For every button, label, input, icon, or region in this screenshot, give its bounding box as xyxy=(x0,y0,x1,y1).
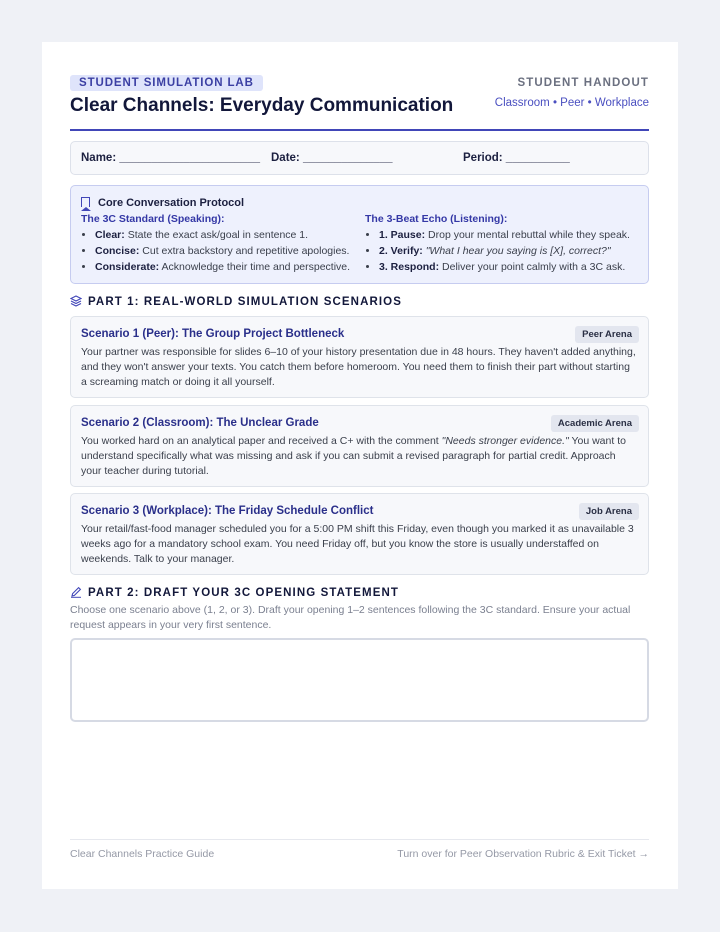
protocol-box xyxy=(70,185,649,284)
arena-badge: Academic Arena xyxy=(551,415,639,432)
scenario-body: You worked hard on an analytical paper and received a C+ with the comment "Needs stronger evidence." You want to understand specifically what was missing and ask if you can submit a revised paragraph for partial credit. Approach your teacher during tutorial. xyxy=(81,435,626,477)
scenario-card-3 xyxy=(70,493,649,575)
protocol-title: Core Conversation Protocol xyxy=(98,197,245,209)
arena-badge: Job Arena xyxy=(579,503,639,520)
listening-column xyxy=(365,213,630,275)
draft-statement-input[interactable] xyxy=(70,638,649,722)
lab-tag: STUDENT SIMULATION LAB xyxy=(70,75,263,91)
list-item: • 2. Verify: "What I hear you saying is [X], correct?" xyxy=(379,243,630,259)
handout-page xyxy=(42,42,678,889)
header-divider xyxy=(70,129,649,131)
part2-instructions: Choose one scenario above (1, 2, or 3). Draft your opening 1–2 sentences following the 3C standard. Ensure your actual request appears in your very first sentence. xyxy=(70,604,631,631)
footer-turn-over-note: Turn over for Peer Observation Rubric & Exit Ticket → xyxy=(397,848,649,860)
scenario-body: Your partner was responsible for slides 6–10 of your history presentation due in 48 hours. They haven't added anything, and they won't answer your texts. You catch them before homeroom. You need them to finish their part without starting a screaming match or doing it all yourself. xyxy=(81,346,636,388)
speaking-title: The 3C Standard (Speaking): xyxy=(81,213,225,225)
list-item: • 3. Respond: Deliver your point calmly with a 3C ask. xyxy=(379,259,630,275)
scenario-title: Scenario 2 (Classroom): The Unclear Grade xyxy=(81,417,319,429)
period-field[interactable]: Period: __________ xyxy=(463,152,570,164)
protocol-heading xyxy=(81,196,244,209)
student-info-fields xyxy=(70,141,649,175)
contexts-label: Classroom • Peer • Workplace xyxy=(494,97,649,109)
scenario-card-2 xyxy=(70,405,649,487)
list-item: • Concise: Cut extra backstory and repetitive apologies. xyxy=(95,243,350,259)
scenario-title: Scenario 3 (Workplace): The Friday Schedule Conflict xyxy=(81,505,374,517)
handout-label: STUDENT HANDOUT xyxy=(517,77,649,89)
name-field[interactable]: Name: ______________________ xyxy=(81,152,261,164)
part1-heading xyxy=(70,295,402,308)
part1-title: PART 1: REAL-WORLD SIMULATION SCENARIOS xyxy=(88,296,402,308)
part2-heading xyxy=(70,586,399,599)
scenario-title: Scenario 1 (Peer): The Group Project Bottleneck xyxy=(81,328,345,340)
scenario-body: Your retail/fast-food manager scheduled you for a 5:00 PM shift this Friday, even though you marked it as unavailable 3 weeks ago for a mandatory school exam. You need Friday off, but you know the store is usually understaffed on weekends. Talk to your manager. xyxy=(81,523,634,565)
scenario-card-1 xyxy=(70,316,649,398)
footer-guide-title: Clear Channels Practice Guide xyxy=(70,848,215,860)
date-field[interactable]: Date: ______________ xyxy=(271,152,393,164)
page-title: Clear Channels: Everyday Communication xyxy=(70,95,454,116)
footer-divider xyxy=(70,839,649,840)
bookmark-icon xyxy=(81,197,90,207)
speaking-column xyxy=(81,213,350,275)
part2-title: PART 2: DRAFT YOUR 3C OPENING STATEMENT xyxy=(88,587,400,599)
arena-badge: Peer Arena xyxy=(575,326,639,343)
pencil-icon xyxy=(70,586,82,598)
listening-title: The 3-Beat Echo (Listening): xyxy=(365,213,508,225)
list-item: • 1. Pause: Drop your mental rebuttal while they speak. xyxy=(379,227,630,243)
list-item: • Considerate: Acknowledge their time and perspective. xyxy=(95,259,350,275)
layers-icon xyxy=(70,295,82,307)
list-item: • Clear: State the exact ask/goal in sentence 1. xyxy=(95,227,350,243)
